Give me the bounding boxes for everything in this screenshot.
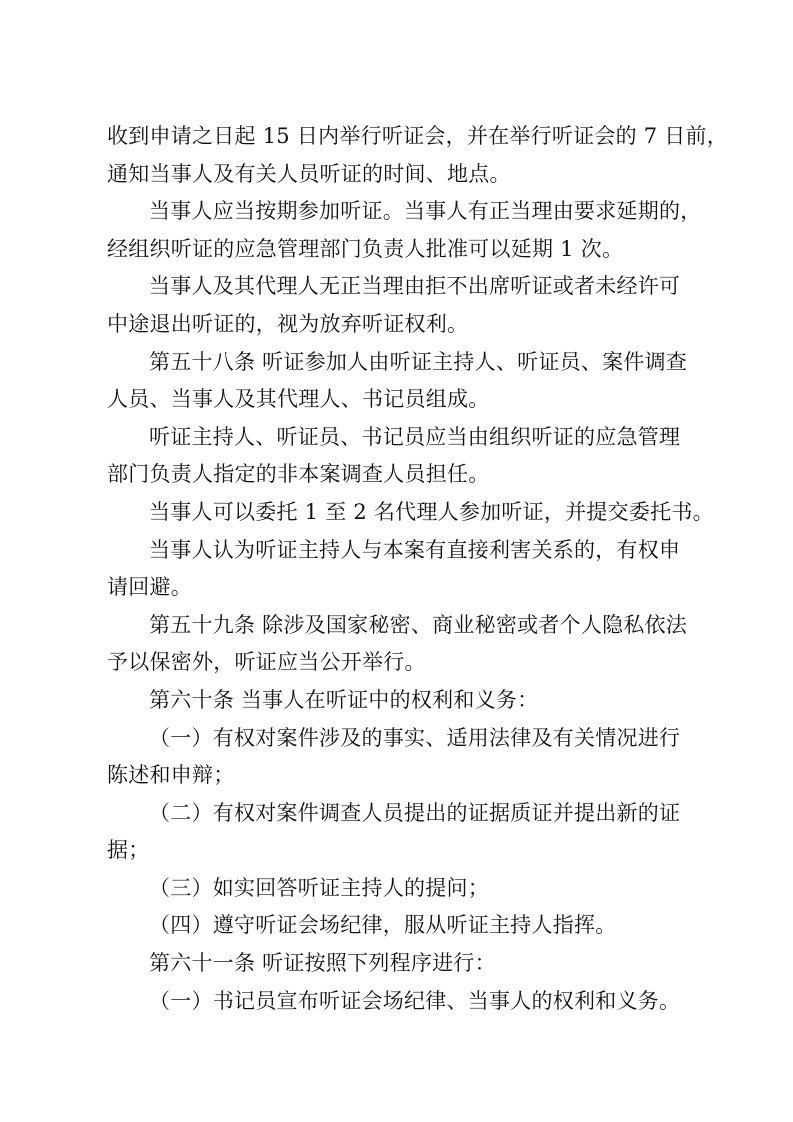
text-line: 人员、当事人及其代理人、书记员组成。 <box>107 387 490 412</box>
text-line: 通知当事人及有关人员听证的时间、地点。 <box>107 161 511 186</box>
text-line: 收到申请之日起 15 日内举行听证会，并在举行听证会的 7 日前， <box>107 124 729 148</box>
text-line: 当事人应当按期参加听证。当事人有正当理由要求延期的， <box>149 199 702 224</box>
list-item-line: （三）如实回答听证主持人的提问； <box>149 875 489 900</box>
text-line: 陈述和申辩； <box>107 763 235 788</box>
list-item-line: （四）遵守听证会场纪律，服从听证主持人指挥。 <box>149 913 617 938</box>
text-line: 部门负责人指定的非本案调查人员担任。 <box>107 462 490 487</box>
text-line: 当事人认为听证主持人与本案有直接利害关系的，有权申 <box>149 537 681 562</box>
text-line: 请回避。 <box>107 575 192 600</box>
article-61-line: 第六十一条 听证按照下列程序进行： <box>149 951 496 976</box>
text-line: 据； <box>107 838 150 863</box>
article-60-line: 第六十条 当事人在听证中的权利和义务： <box>149 687 539 712</box>
document-body <box>107 118 729 1020</box>
list-item-line: （一）书记员宣布听证会场纪律、当事人的权利和义务。 <box>149 988 681 1013</box>
article-59-line: 第五十九条 除涉及国家秘密、商业秘密或者个人隐私依法 <box>149 612 688 637</box>
text-line: 中途退出听证的，视为放弃听证权利。 <box>107 311 469 336</box>
text-line: 当事人可以委托 1 至 2 名代理人参加听证，并提交委托书。 <box>149 499 714 524</box>
text-line: 当事人及其代理人无正当理由拒不出席听证或者未经许可 <box>149 274 681 299</box>
list-item-line: （二）有权对案件调查人员提出的证据质证并提出新的证 <box>149 800 681 825</box>
text-line: 予以保密外，听证应当公开举行。 <box>107 650 426 675</box>
text-line: 经组织听证的应急管理部门负责人批准可以延期 1 次。 <box>107 236 624 261</box>
text-line: 听证主持人、听证员、书记员应当由组织听证的应急管理 <box>149 424 681 449</box>
article-58-line: 第五十八条 听证参加人由听证主持人、听证员、案件调查 <box>149 349 688 374</box>
list-item-line: （一）有权对案件涉及的事实、适用法律及有关情况进行 <box>149 725 681 750</box>
